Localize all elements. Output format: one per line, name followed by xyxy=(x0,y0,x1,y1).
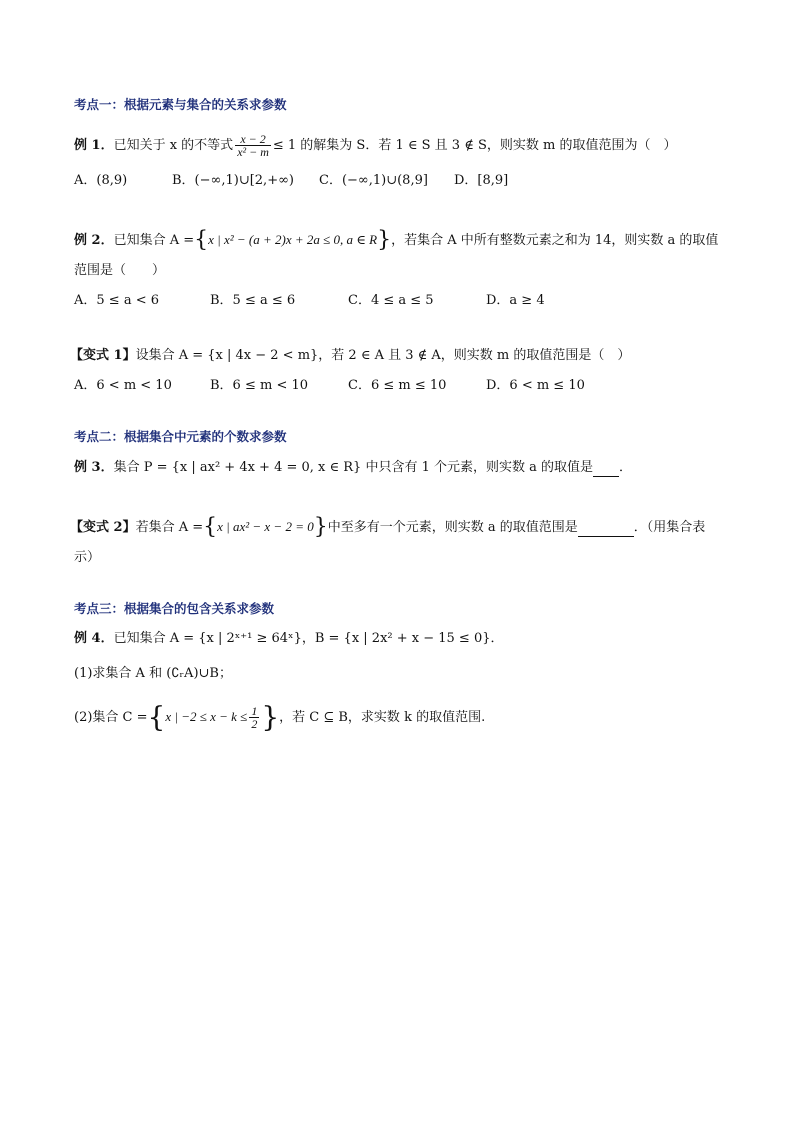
variant-1-option-b: B．6 ≤ m < 10 xyxy=(210,378,309,393)
example-1-text-b: ≤ 1 的解集为 S．若 1 ∈ S 且 3 ∉ S，则实数 m 的取值范围为（ ） xyxy=(272,138,677,153)
example-1-text-a: 已知关于 x 的不等式 xyxy=(113,138,234,153)
example-4-q2-numerator: 1 xyxy=(251,704,258,718)
example-4-q2-denominator: 2 xyxy=(251,717,258,731)
example-3-text: 集合 P = {x | ax² + 4x + 4 = 0, x ∈ R} 中只含有 1 个元素，则实数 a 的取值是 xyxy=(113,460,593,475)
example-2-label: 例 2． xyxy=(74,233,114,248)
example-4-text: 已知集合 A = {x | 2ˣ⁺¹ ≥ 64ˣ}，B = {x | 2x² + x − 15 ≤ 0}． xyxy=(113,631,504,646)
example-4-q2-set-body: x | −2 ≤ x − k ≤ xyxy=(165,709,248,724)
example-4-question-2 xyxy=(74,700,486,734)
example-2-option-b: B．5 ≤ a ≤ 6 xyxy=(210,293,296,308)
example-1-option-b: B．(−∞,1)∪[2,+∞) xyxy=(172,173,294,188)
example-2-option-a: A．5 ≤ a < 6 xyxy=(74,293,159,308)
example-2-option-d: D．a ≥ 4 xyxy=(486,293,545,308)
example-3-answer-blank[interactable] xyxy=(593,476,619,477)
section-title-3: 考点三：根据集合的包含关系求参数 xyxy=(74,602,275,616)
variant-2-stem xyxy=(70,514,706,540)
example-2-text-a: 已知集合 A = xyxy=(113,233,195,248)
variant-2-text-c: ．（用集合表 xyxy=(633,520,706,535)
variant-2-text-a: 若集合 A = xyxy=(135,520,204,535)
right-brace-icon: } xyxy=(261,700,280,734)
example-1-option-c: C．(−∞,1)∪(8,9] xyxy=(319,173,428,188)
example-4-q2-text-b: ，若 C ⊆ B，求实数 k 的取值范围. xyxy=(279,710,486,725)
example-1-option-a: A．(8,9) xyxy=(74,173,128,188)
example-1-stem xyxy=(74,133,676,158)
variant-1-option-d: D．6 < m ≤ 10 xyxy=(486,378,585,393)
section-title-1: 考点一：根据元素与集合的关系求参数 xyxy=(74,98,287,112)
variant-1-option-c: C．6 ≤ m ≤ 10 xyxy=(348,378,447,393)
example-4-stem xyxy=(74,630,504,648)
example-3-label: 例 3． xyxy=(74,460,114,475)
example-3-stem xyxy=(74,459,632,477)
example-2-stem xyxy=(74,227,719,253)
left-brace-icon: { xyxy=(147,700,166,734)
variant-2-stem-cont: 示） xyxy=(74,550,101,565)
left-brace-icon: { xyxy=(194,227,209,253)
example-4-question-1: (1)求集合 A 和 (∁ᵣA)∪B； xyxy=(74,666,232,681)
example-1-denominator: x² − m xyxy=(237,145,269,159)
example-1-numerator: x − 2 xyxy=(235,133,271,146)
variant-1-stem xyxy=(70,347,630,365)
example-3-text-end: ． xyxy=(619,460,633,475)
variant-2-label: 【变式 2】 xyxy=(70,520,136,535)
variant-2-set-body: x | ax² − x − 2 = 0 xyxy=(217,519,314,534)
variant-1-label: 【变式 1】 xyxy=(70,348,136,363)
example-2-text-b: ，若集合 A 中所有整数元素之和为 14，则实数 a 的取值 xyxy=(391,233,719,248)
example-1-option-d: D．[8,9] xyxy=(454,173,509,188)
example-4-label: 例 4． xyxy=(74,631,114,646)
example-4-q2-fraction xyxy=(249,705,259,730)
right-brace-icon: } xyxy=(313,514,328,540)
variant-2-answer-blank[interactable] xyxy=(578,536,634,537)
example-2-set-body: x | x² − (a + 2)x + 2a ≤ 0, a ∈ R xyxy=(208,232,378,247)
variant-1-text: 设集合 A = {x | 4x − 2 < m}，若 2 ∈ A 且 3 ∉ A，则实数 m 的取值范围是（ ） xyxy=(135,348,631,363)
variant-1-option-a: A．6 < m < 10 xyxy=(74,378,172,393)
section-title-2: 考点二：根据集合中元素的个数求参数 xyxy=(74,430,287,444)
example-1-fraction xyxy=(235,133,271,158)
example-4-q2-text-a: (2)集合 C = xyxy=(74,710,148,725)
example-2-stem-cont: 范围是（ ） xyxy=(74,263,166,278)
left-brace-icon: { xyxy=(203,514,218,540)
example-2-option-c: C．4 ≤ a ≤ 5 xyxy=(348,293,434,308)
right-brace-icon: } xyxy=(377,227,392,253)
example-1-label: 例 1． xyxy=(74,138,114,153)
variant-2-text-b: 中至多有一个元素，则实数 a 的取值范围是 xyxy=(327,520,578,535)
